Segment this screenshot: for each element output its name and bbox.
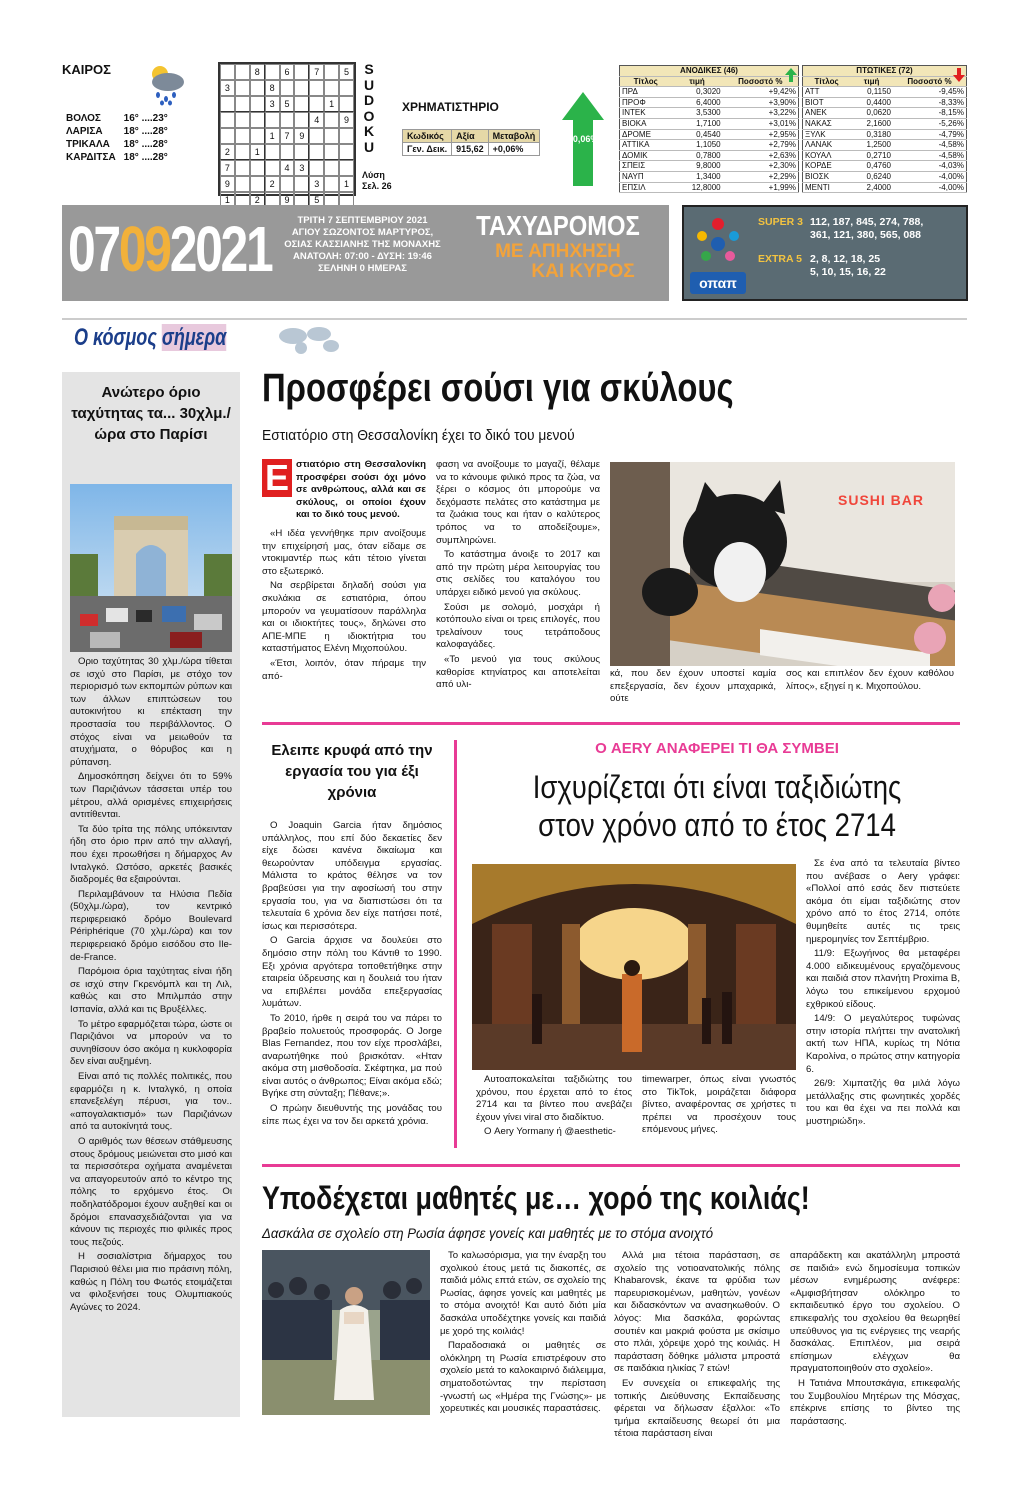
sudoku-cell: 1: [324, 96, 339, 112]
hidden-worker-body: [262, 820, 442, 1130]
sudoku-cell: [235, 80, 250, 96]
sudoku-cell: [324, 112, 339, 128]
weather-row: ΒΟΛΟΣ 16° ....23°: [66, 113, 168, 124]
stock-row: ΠΡΟΦ 6,4000 +3,90%: [620, 97, 799, 108]
date-number: 07092021: [68, 213, 272, 285]
stock-row: ΣΠΕΙΣ 9,8000 +2,30%: [620, 161, 799, 172]
sudoku-cell: [339, 144, 354, 160]
paragraph: Τα δύο τρίτα της πόλης υπόκεινταν ήδη στο όριο πριν από την αλλαγή, που έχει προωθήσει η δήμαρχος Αν Ινταλγκό. Ωστόσο, αρκετές βασικές διαδρομές θα εξαιρούνται.: [70, 823, 232, 886]
paragraph: Είναι από τις πολλές πολιτικές, που εφαρμόζει η κ. Ινταλγκό, η οποία επανεξελέγη πέρυσι, για τον.. «απογαλακτισμό» των Παριζιάνων από τα αυτοκίνητά τους.: [70, 1071, 232, 1133]
sudoku-cell: [324, 160, 339, 176]
paragraph: Παρόμοια όρια ταχύτητας είναι ήδη σε ισχύ στην Γκρενόμπλ και τη Λιλ, καθώς και στο Μπιλμπάο στην Ισπανία, αλλά και τις Βρυξέλλες.: [70, 966, 232, 1016]
section-rule: [262, 1164, 960, 1167]
sudoku-cell: 2: [220, 144, 235, 160]
stock-row: ΛΑΝΑΚ 1,2500 -4,58%: [803, 140, 967, 151]
sudoku-cell: [235, 96, 250, 112]
paragraph: 26/9: Χιμπατζής θα μιλά λόγω μετάλλαξης στις φωνητικές χορδές του και θα έχει να πει πολλά και μυστηριώδη».: [806, 1078, 960, 1127]
sudoku-cell: [339, 96, 354, 112]
sudoku-cell: 3: [309, 176, 324, 192]
paragraph: Ο Joaquin Garcia ήταν δημόσιος υπάλληλος, που επί δύο δεκαετίες δεν είχε δώσει κανένα δικαίωμα και θεωρούνταν υπόδειγμα εργασίας. Μάλιστα το κράτος θέλησε να τον βραβεύσει για την αφοσίωσή του στην εργασία του, για να διαπιστώσει ότι τα τελευταία 6 χρόνια δεν είχε πατήσει ποτέ, ίσως και περισσότερα.: [262, 820, 442, 932]
rain-cloud-icon: [144, 62, 188, 106]
sudoku-cell: 3: [294, 160, 309, 176]
sudoku-cell: [250, 176, 265, 192]
photo-caption-1: κά, που δεν έχουν υποστεί καμία επεξεργασία, δεν έχουν μπαχαρικά, ούτε: [610, 668, 776, 705]
sudoku-cell: 4: [280, 160, 295, 176]
sudoku-cell: 7: [220, 160, 235, 176]
paragraph: φαση να ανοίξουμε το μαγαζί, θέλαμε να το κάνουμε φιλικό προς τα ζώα, να ξέρει ο κόσμος ότι μπορούμε να δεχόμαστε πελάτες στο κατάστημα με τα ζωάκια τους και ήταν ο καλύτερος τρόπος να το αποδείξουμε», συμπληρώνει.: [436, 459, 600, 546]
opap-logo: οπαπ: [688, 212, 748, 296]
paragraph: Αυτοαποκαλείται ταξιδιώτης του χρόνου, που έρχεται από το έτος 2714 και τα βίντεο που ανεβάζει έχουν γίνει viral στο διαδίκτυο.: [476, 1074, 632, 1123]
weather-row: ΛΑΡΙΣΑ 18° ....28°: [66, 126, 168, 137]
sudoku-cell: [280, 144, 295, 160]
sudoku-cell: [220, 128, 235, 144]
sudoku-cell: [235, 144, 250, 160]
paragraph: Το καλωσόρισμα, για την έναρξη του σχολικού έτους μετά τις διακοπές, σε παιδιά μόλις επτά ετών, σε σχολείο της Ρωσίας, άφησε γονείς και μαθητές με το στόμα ανοιχτό! Και αυτό διότι μία δασκάλα υποδέχτηκε γονείς και παιδιά με χορό της κοιλιάς!: [440, 1250, 606, 1337]
stock-row: ΔΟΜΙΚ 0,7800 +2,63%: [620, 150, 799, 161]
sudoku-cell: [235, 128, 250, 144]
paragraph: Το κατάστημα άνοιξε το 2017 και από την πρώτη μέρα λειτουργίας του στις σελίδες του καταλόγου του υπάρχει ειδικό μενού για σκύλους.: [436, 549, 600, 598]
sudoku-cell: 9: [339, 112, 354, 128]
aery-kicker: Ο AERY ΑΝΑΦΕΡΕΙ ΤΙ ΘΑ ΣΥΜΒΕΙ: [595, 740, 839, 757]
paragraph: 14/9: Ο μεγαλύτερος τυφώνας στην ιστορία πλήττει την ανατολική ακτή των ΗΠΑ, κυρίως τη Νότια Καρολίνα, ο πρώτος στην κατηγορία 6.: [806, 1013, 960, 1075]
sudoku-cell: [294, 176, 309, 192]
sudoku-cell: 9: [280, 192, 295, 208]
stock-row: ΠΡΔ 0,3020 +9,42%: [620, 87, 799, 98]
vertical-rule: [454, 740, 457, 1148]
stock-row: ΝΑΥΠ 1,3400 +2,29%: [620, 171, 799, 182]
paragraph: Σε ένα από τα τελευταία βίντεο που ανέβασε ο Aery γράφει: «Πολλοί από εσάς δεν πιστεύετε ακόμα ότι είμαι ταξιδιώτης στον χρόνο από το έτος 2714, οπότε θυμηθείτε αυτές τις τρεις ημερομηνίες τον Σεπτέμβριο.: [806, 858, 960, 945]
sudoku-cell: [309, 160, 324, 176]
photo-caption-2: σος και επιπλέον δεν έχουν καθόλου λίπος», εξηγεί η κ. Μιχοπούλου.: [786, 668, 954, 692]
stock-row: ΝΑΚΑΣ 2,1600 -5,26%: [803, 118, 967, 129]
sudoku-cell: [250, 96, 265, 112]
aery-headline: Ισχυρίζεται ότι είναι ταξιδιώτης στον χρόνο από το έτος 2714: [532, 769, 902, 843]
stock-row: ΒΙΟΣΚ 0,6240 -4,00%: [803, 171, 967, 182]
aery-caption-2: [642, 1074, 796, 1139]
sudoku-cell: [250, 128, 265, 144]
sudoku-cell: [220, 96, 235, 112]
sushi-col-1: [262, 459, 426, 685]
sudoku-cell: [294, 96, 309, 112]
weather-box: [62, 62, 212, 197]
sudoku-cell: [280, 80, 295, 96]
dog-sushi-photo: [610, 462, 955, 666]
bourse-table: Κωδικός Αξία Μεταβολή Γεν. Δεικ. 915,62 +0,06%: [402, 129, 540, 156]
belly-col-1: [440, 1250, 606, 1418]
paragraph: timewarper, όπως είναι γνωστός στο TikTok, μοιράζεται διάφορα βίντεο, αναφέροντας σε χρήστες τι πρέπει να προσέχουν τους επόμενους μήνες.: [642, 1074, 796, 1136]
paragraph: Δημοσκόπηση δείχνει ότι το 59% των Παριζιάνων τάσσεται υπέρ του μέτρου, αλλά ορισμένες επιχειρήσεις αντιτίθενται.: [70, 771, 232, 821]
sudoku-cell: [309, 96, 324, 112]
stock-row: ΚΟΥΑΛ 0,2710 -4,58%: [803, 150, 967, 161]
sudoku-cell: [265, 144, 280, 160]
losers-table: ΠΤΩΤΙΚΕΣ (72) Τίτλος τιμή Ποσοστό % ΑΤΤ 0,1150 -9,45% ΒΙΟΤ 0,4400 -8,33% ΑΝΕΚ 0,0620 -8,15% ΝΑΚΑΣ 2,1600 -5,26% ΞΥΛΚ 0,3180 -4,79% ΛΑΝΑΚ 1,2500 -4,58% ΚΟΥΑΛ 0,2710 -4,58% ΚΟΡΔΕ 0,4760 -4,03% ΒΙΟΣΚ 0,6240 -4,00% ΜΕΝΤΙ 2,4000 -4,00%: [802, 65, 967, 193]
red-down-icon: [953, 68, 965, 82]
stock-row: ΜΕΝΤΙ 2,4000 -4,00%: [803, 182, 967, 193]
lottery-results: SUPER 3 112, 187, 845, 274, 788, 361, 121, 380, 565, 088 EXTRA 5 2, 8, 12, 18, 25 5, 10, 15, 16, 22: [758, 216, 924, 278]
masthead: ΤΑΧΥΔΡΟΜΟΣ ΜΕ ΑΠΗΧΗΣΗ ΚΑΙ ΚΥΡΟΣ: [476, 210, 640, 282]
stock-row: ΑΝΕΚ 0,0620 -8,15%: [803, 108, 967, 119]
sudoku-cell: [324, 80, 339, 96]
drop-cap: Ε: [262, 459, 292, 497]
paragraph: «Έτσι, λοιπόν, όταν πήραμε την από-: [262, 657, 426, 682]
sudoku-grid: [218, 62, 356, 205]
sudoku-cell: [265, 64, 280, 80]
lead: στιατόριο στη Θεσσαλονίκη προσφέρει σούσι όχι μόνο σε ανθρώπους, αλλά και σε σκύλους, οι οποίοι έχουν και το δικό τους μενού.: [296, 459, 426, 521]
paragraph: Το μέτρο εφαρμόζεται τώρα, ώστε οι Παριζιάνοι να μπορούν να το συνηθίσουν όσο ακόμα η κυκλοφορία δεν είναι αυξημένη.: [70, 1018, 232, 1068]
sudoku-cell: 3: [265, 96, 280, 112]
sudoku-cell: 1: [265, 128, 280, 144]
sudoku-cell: [265, 112, 280, 128]
paragraph: Η σοσιαλίστρια δήμαρχος του Παρισιού θέλει μια πιο πράσινη πόλη, καθώς η Πόλη του Φωτός ετοιμάζεται να φιλοξενήσει τους Ολυμπιακούς Αγώνες το 2024.: [70, 1251, 232, 1313]
paragraph: Οριο ταχύτητας 30 χλμ./ώρα τίθεται σε ισχύ στο Παρίσι, με στόχο τον περιορισμό των εκπομπών ρύπων και των άλλων επιπτώσεων του αυτοκινήτου κι επέκταση την προστασία του περιβάλλοντος. Ο στόχος είναι να μειωθούν τα ατυχήματα, ο θόρυβος και η ρύπανση.: [70, 656, 232, 768]
stock-row: ΚΟΡΔΕ 0,4760 -4,03%: [803, 161, 967, 172]
sudoku-cell: 3: [220, 80, 235, 96]
gainers-table: ΑΝΟΔΙΚΕΣ (46) Τίτλος τιμή Ποσοστό % ΠΡΔ 0,3020 +9,42% ΠΡΟΦ 6,4000 +3,90% ΙΝΤΕΚ 3,5300 +3,22% ΒΙΟΚΑ 1,7100 +3,01% ΔΡΟΜΕ 0,4540 +2,95% ΑΤΤΙΚΑ 1,1050 +2,79% ΔΟΜΙΚ 0,7800 +2,63% ΣΠΕΙΣ 9,8000 +2,30% ΝΑΥΠ 1,3400 +2,29% ΕΠΣΙΛ 12,8000 +1,99%: [619, 65, 799, 193]
belly-col-3: [790, 1250, 960, 1430]
paragraph: Η Τατιάνα Μπουτσκάγια, επικεφαλής του Συμβουλίου Μητέρων της Μόσχας, επέκρινε επίσης το βίντεο της παράστασης.: [790, 1377, 960, 1427]
sudoku-cell: 8: [250, 64, 265, 80]
paragraph: Να σερβίρεται δηλαδή σούσι για σκυλάκια σε εστιατόρια, όπου μπορούν να γευματίσουν παράλληλα και οι ιδιοκτήτες τους», δηλώνει στο ΑΠΕ-ΜΠΕ η ιδιοκτήτρια του καταστήματος Ελένη Μιχοπούλου.: [262, 580, 426, 655]
world-map-icon: [275, 322, 345, 356]
paragraph: Ο πρώην διευθυντής της μονάδας του είπε πως έχει να τον δει αρκετά χρόνια.: [262, 1103, 442, 1127]
section-logo: Ο κόσμος σήμερα: [74, 324, 227, 351]
sudoku-cell: [324, 144, 339, 160]
weather-table: [62, 112, 172, 164]
sudoku-cell: [339, 160, 354, 176]
paragraph: 11/9: Εξωγήινος θα μεταφέρει 4.000 ειδικευμένους εργαζόμενους και παιδιά στον πλανήτη Proxima B, λόγω του επικείμενου ερχομού εχθρικού είδους.: [806, 948, 960, 1010]
arc-de-triomphe-photo: [70, 484, 232, 652]
sudoku-cell: [235, 176, 250, 192]
sudoku-cell: [220, 112, 235, 128]
belly-headline: Υποδέχεται μαθητές με… χορό της κοιλιάς!: [262, 1180, 810, 1216]
sudoku-cell: [250, 112, 265, 128]
sudoku-cell: 2: [250, 192, 265, 208]
belly-dance-photo: [262, 1250, 430, 1415]
sudoku-cell: [235, 64, 250, 80]
sudoku-cell: [294, 112, 309, 128]
section-divider: [62, 318, 967, 320]
paragraph: «Το μενού για τους σκύλους καθορίσε κτηνίατρος και αποτελείται από υλι-: [436, 653, 600, 691]
sudoku-cell: [294, 80, 309, 96]
paragraph: απαράδεκτη και ακατάλληλη μπροστά σε παιδιά» ενώ δημοσίευμα τοπικών μέσων ενημέρωσης ανέφερε: «Αμφισβήτησαν ολόκληρο το εκπαιδευτικό έργο του σχολείου. Ο επικεφαλής του σχολείου θα θεωρηθεί υπεύθυνος για τις ενέργειες της νεαρής δασκάλας. Επιπλέον, μια σειρά επίσημων ελέγχων θα πραγματοποιηθούν στο σχολείο».: [790, 1250, 960, 1375]
sushi-bar-sign: SUSHI BAR: [838, 492, 925, 508]
hidden-worker-headline: Ελειπε κρυφά από την εργασία του για έξι χρόνια: [271, 742, 433, 801]
sudoku-cell: [250, 80, 265, 96]
sudoku-cell: [280, 112, 295, 128]
sudoku-cell: [294, 64, 309, 80]
stock-row: ΙΝΤΕΚ 3,5300 +3,22%: [620, 108, 799, 119]
sudoku-cell: [235, 160, 250, 176]
paragraph: Αλλά μια τέτοια παράσταση, σε σχολείο της νοτιοανατολικής πόλης Khabarovsk, έκανε τα φρύδια των παρευρισκομένων, μαθητών, γονέων και διδασκόντων να ανασηκωθούν. Ο λόγος: Μια δασκάλα, φορώντας σουτιέν και μακριά φούστα με σκίσιμο στο πλάι, χόρεψε χορό της κοιλιάς. Η παράσταση δόθηκε μάλιστα μπροστά σε παιδάκια ηλικίας 7 ετών!: [614, 1250, 780, 1375]
sudoku-cell: [294, 144, 309, 160]
sudoku-cell: 1: [220, 192, 235, 208]
aery-caption-1: [476, 1074, 632, 1141]
sudoku-cell: 5: [309, 192, 324, 208]
stock-row: ΕΠΣΙΛ 12,8000 +1,99%: [620, 182, 799, 193]
belly-col-2: [614, 1250, 780, 1443]
stock-row: ΑΤΤ 0,1150 -9,45%: [803, 87, 967, 98]
sudoku-solution: Λύση Σελ. 26: [362, 170, 392, 191]
sudoku-cell: [339, 80, 354, 96]
weather-row: ΚΑΡΔΙΤΣΑ 18° ....28°: [66, 152, 168, 163]
sudoku-cell: [309, 80, 324, 96]
weather-title: ΚΑΙΡΟΣ: [62, 62, 111, 77]
bourse-title: ΧΡΗΜΑΤΙΣΤΗΡΙΟ: [402, 100, 499, 114]
aery-body: [806, 858, 960, 1130]
sudoku-cell: [265, 160, 280, 176]
sudoku-cell: [324, 128, 339, 144]
date-info: ΤΡΙΤΗ 7 ΣΕΠΤΕΜΒΡΙΟΥ 2021 ΑΓΙΟΥ ΣΩΖΟΝΤΟΣ ΜΑΡΤΥΡΟΣ, ΟΣΙΑΣ ΚΑΣΣΙΑΝΗΣ ΤΗΣ ΜΟΝΑΧΗΣ ΑΝΑΤΟΛΗ: 07:00 - ΔΥΣΗ: 19:46 ΣΕΛΗΝΗ 0 ΗΜΕΡΑΣ: [284, 215, 441, 274]
paragraph: Εν συνεχεία οι επικεφαλής της τοπικής Διεύθυνσης Εκπαίδευσης φέρεται να δήλωσαν έξαλλοι: «Το τμήμα εκπαίδευσης θεωρεί ότι μια τέτοια παράσταση είναι: [614, 1377, 780, 1440]
stock-row: ΑΤΤΙΚΑ 1,1050 +2,79%: [620, 140, 799, 151]
sudoku-cell: 7: [280, 128, 295, 144]
paragraph: Ο Garcia άρχισε να δουλεύει στο δημόσιο στην πόλη του Κάντιθ το 1990. Εξι χρόνια αργότερα τοποθετήθηκε στην εταιρεία ύδρευσης και η δουλειά του ήταν να επιβλέπει μονάδα επεξεργασίας λυμάτων.: [262, 935, 442, 1010]
sudoku-cell: 5: [280, 96, 295, 112]
sushi-col-2: [436, 459, 600, 694]
stock-row: ΔΡΟΜΕ 0,4540 +2,95%: [620, 129, 799, 140]
belly-subhead: Δασκάλα σε σχολείο στη Ρωσία άφησε γονείς και μαθητές με το στόμα ανοιχτό: [262, 1225, 714, 1241]
section-rule: [262, 722, 960, 725]
sudoku-cell: 9: [294, 128, 309, 144]
paragraph: Το 2010, ήρθε η σειρά του να πάρει το βραβείο πολυετούς προσφοράς. Ο Jorge Blas Fernandez, που τον είχε προσλάβει, αναρωτήθηκε πού βρισκόταν. «Ηταν ακόμα στη μισθοδοσία. Σκέφτηκα, μα πού είναι αυτός ο άνθρωπος; Είναι ακόμα εδώ; Βγήκε στη σύνταξη; Πέθανε;».: [262, 1012, 442, 1100]
sudoku-cell: [324, 64, 339, 80]
sudoku-cell: 2: [265, 176, 280, 192]
sudoku-cell: 8: [265, 80, 280, 96]
main-headline: Προσφέρει σούσι για σκύλους: [262, 366, 734, 410]
stock-row: ΒΙΟΚΑ 1,7100 +3,01%: [620, 118, 799, 129]
sudoku-title: S U D O K U: [363, 61, 375, 155]
sudoku-cell: 5: [339, 64, 354, 80]
main-subhead: Εστιατόριο στη Θεσσαλονίκη έχει το δικό του μενού: [262, 427, 575, 444]
sudoku-cell: [324, 176, 339, 192]
sudoku-cell: [220, 64, 235, 80]
sidebar-body: [70, 656, 232, 1316]
sudoku-cell: 6: [280, 64, 295, 80]
paragraph: Παραδοσιακά οι μαθητές σε ολόκληρη τη Ρωσία επιστρέφουν στο σχολείο μετά το καλοκαιρινό διάλειμμα, σηματοδοτώντας την περίσταση -γνωστή ως «Ημέρα της Γνώσης»- με χορευτικές και μουσικές παραστάσεις.: [440, 1340, 606, 1415]
sudoku-cell: [309, 128, 324, 144]
stock-row: ΒΙΟΤ 0,4400 -8,33%: [803, 97, 967, 108]
paragraph: Ο αριθμός των θέσεων στάθμευσης στους δρόμους μειώνεται στο μισό και τα περισσότερα οχήματα αναμένεται να απαγορευτούν από το κέντρο της πόλης το ερχόμενο έτος. Οι ποδηλατόδρομοι έχουν αυξηθεί και οι δρόμοι επανασχεδιάζονται για να κάνουν τις περιοχές πιο φιλικές προς τους πεζούς.: [70, 1135, 232, 1248]
stock-row: ΞΥΛΚ 0,3180 -4,79%: [803, 129, 967, 140]
paragraph: Ο Aery Yormany ή @aesthetic-: [484, 1126, 616, 1138]
sudoku-cell: [250, 160, 265, 176]
time-traveler-photo: [472, 864, 796, 1070]
sudoku-cell: [339, 128, 354, 144]
sudoku-cell: [309, 144, 324, 160]
up-arrow-icon: +0,06%: [562, 92, 604, 186]
sidebar-headline: Ανώτερο όριο ταχύτητας τα... 30χλμ./ώρα στο Παρίσι: [71, 384, 231, 443]
green-up-icon: [785, 68, 797, 82]
sudoku-cell: 7: [309, 64, 324, 80]
sudoku-cell: 9: [220, 176, 235, 192]
sudoku-cell: [235, 112, 250, 128]
sudoku-cell: 1: [339, 176, 354, 192]
sudoku-cell: [280, 176, 295, 192]
paragraph: «Η ιδέα γεννήθηκε πριν ανοίξουμε την επιχείρησή μας, όταν είδαμε σε ντοκιμαντέρ πως κάτι τέτοιο γίνεται στο εξωτερικό.: [262, 527, 426, 577]
sudoku-cell: 4: [309, 112, 324, 128]
sudoku-cell: 1: [250, 144, 265, 160]
weather-row: ΤΡΙΚΑΛΑ 18° ....28°: [66, 139, 168, 150]
paragraph: Περιλαμβάνουν τα Ηλύσια Πεδία (50χλμ./ώρα), τον κεντρικό περιφερειακό δρόμο Boulevard Périphérique (70 χλμ./ώρα) και τον περιφερειακό δρόμο εισόδου στο Ile-de-France.: [70, 888, 232, 963]
paragraph: Σούσι με σολομό, μοσχάρι ή κοτόπουλο είναι οι τρεις επιλογές, που τρελαίνουν τους τετράποδους καλοφαγάδες.: [436, 601, 600, 651]
